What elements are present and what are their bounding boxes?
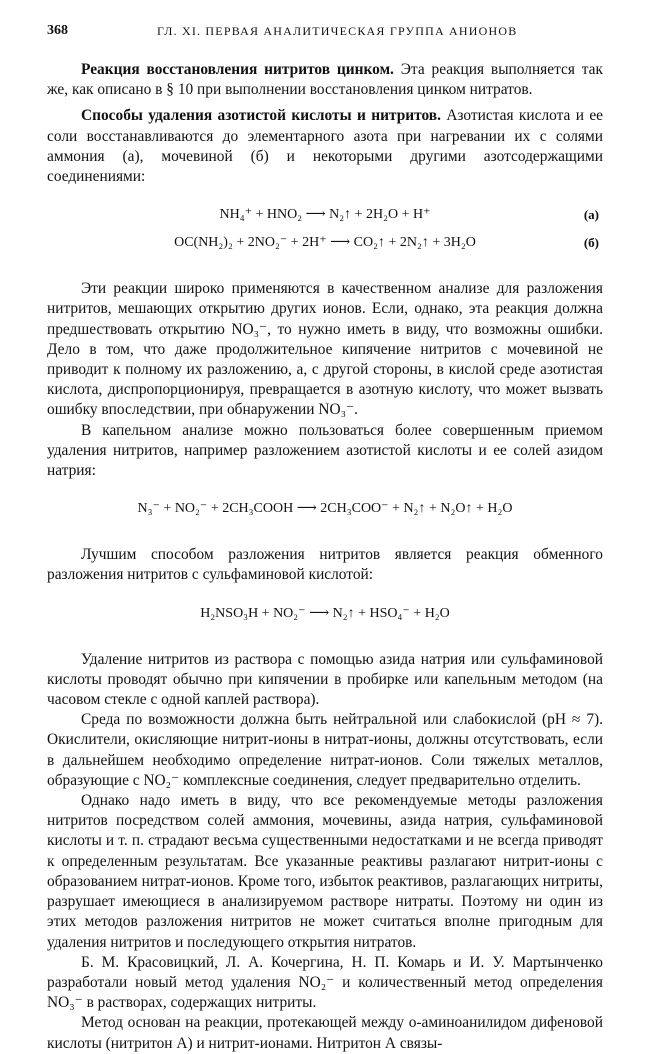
- equation-c-formula: N₃⁻ + NO₂⁻ + 2CH₃COOH ⟶ 2CH₃COO⁻ + N₂↑ + N₂O↑ + H₂O: [137, 501, 513, 517]
- paragraph-4: Удаление нитритов из раствора с помощью азида натрия или сульфаминовой кислоты проводят обычно при кипячении в пробирке или капельным методом (на часовом стекле с одной каплей раствора).: [47, 650, 603, 709]
- page-header: [47, 23, 607, 43]
- equation-b-tag: (б): [583, 235, 599, 251]
- paragraph-3: Лучшим способом разложения нитритов является реакция обменного разложения нитритов с сульфаминовой кислотой:: [47, 546, 603, 584]
- equation-d: [47, 600, 603, 628]
- section-text-removal: Азотистая кислота и ее соли восстанавливаются до элементарного азота при нагревании их с солями аммония (а), мочевиной (б) и некоторыми другими азотсодержащими соединениями:: [47, 107, 603, 186]
- section-title-removal: Способы удаления азотистой кислоты и нитритов.: [81, 107, 441, 125]
- page-body: [47, 60, 603, 1054]
- equation-b: [47, 229, 603, 257]
- running-title: ГЛ. XI. ПЕРВАЯ АНАЛИТИЧЕСКАЯ ГРУППА АНИОНОВ: [157, 24, 518, 38]
- paragraph-zinc-reduction: [47, 60, 603, 100]
- paragraph-1: Эти реакции широко применяются в качественном анализе для разложения нитритов, мешающих открытию других ионов. Если, однако, эта реакция должна предшествовать открытию NO₃⁻, то нужно иметь в виду, что возможны ошибки. Дело в том, что даже продолжительное кипячение нитритов с мочевиной не приводит к полному их разложению, а, с другой стороны, в кислой среде азотистая кислота, диспропорционируя, превращается в азотную кислоту, что может вызвать ошибку впоследствии, при обнаружении NO₃⁻.: [47, 280, 603, 419]
- paragraph-removal-methods: [47, 106, 603, 187]
- equation-a-formula: NH₄⁺ + HNO₂ ⟶ N₂↑ + 2H₂O + H⁺: [219, 207, 431, 223]
- page-number: 368: [47, 23, 68, 38]
- paragraph-8: Метод основан на реакции, протекающей между о-аминоанилидом дифеновой кислоты (нитритон А) и нитрит-ионами. Нитритон А связы-: [47, 1014, 603, 1052]
- equation-a-tag: (а): [583, 207, 599, 223]
- equation-d-formula: H₂NSO₃H + NO₂⁻ ⟶ N₂↑ + HSO₄⁻ + H₂O: [200, 605, 450, 621]
- paragraph-2: В капельном анализе можно пользоваться более совершенным приемом удаления нитритов, например разложением азотистой кислоты и ее солей азидом натрия:: [47, 421, 603, 480]
- paragraph-5: Среда по возможности должна быть нейтральной или слабокислой (pH ≈ 7). Окислители, окисляющие нитрит-ионы в нитрат-ионы, должны отсутствовать, если в дальнейшем необходимо определение нитрат-ионов. Соли тяжелых металлов, образующие с NO₂⁻ комплексные соединения, следует предварительно отделить.: [47, 711, 603, 789]
- paragraph-7: Б. М. Красовицкий, Л. А. Кочергина, Н. П. Комарь и И. У. Мартынченко разработали новый метод удаления NO₂⁻ и количественный метод определения NO₃⁻ в растворах, содержащих нитриты.: [47, 953, 603, 1012]
- section-title-zinc: Реакция восстановления нитритов цинком.: [81, 61, 394, 78]
- section-text-zinc: Эта реакция выполняется так же, как описано в § 10 при выполнении восстановления цинком нитратов.: [47, 61, 603, 99]
- paragraph-6: Однако надо иметь в виду, что все рекомендуемые методы разложения нитритов посредством солей аммония, мочевины, азида натрия, сульфаминовой кислоты и т. п. страдают весьма существенными недостатками и не всегда приводят к определенным результатам. Все указанные реактивы разлагают нитрит-ионы с образованием нитрат-ионов. Кроме того, избыток реактивов, разлагающих нитриты, разрушает имеющиеся в анализируемом растворе нитраты. Поэтому ни один из этих методов разложения нитритов не может считаться вполне пригодным для удаления нитритов и последующего открытия нитратов.: [47, 792, 603, 951]
- equation-c: [47, 495, 603, 523]
- equation-b-formula: OC(NH₂)₂ + 2NO₂⁻ + 2H⁺ ⟶ CO₂↑ + 2N₂↑ + 3H₂O: [174, 235, 476, 251]
- equation-a: [47, 201, 603, 229]
